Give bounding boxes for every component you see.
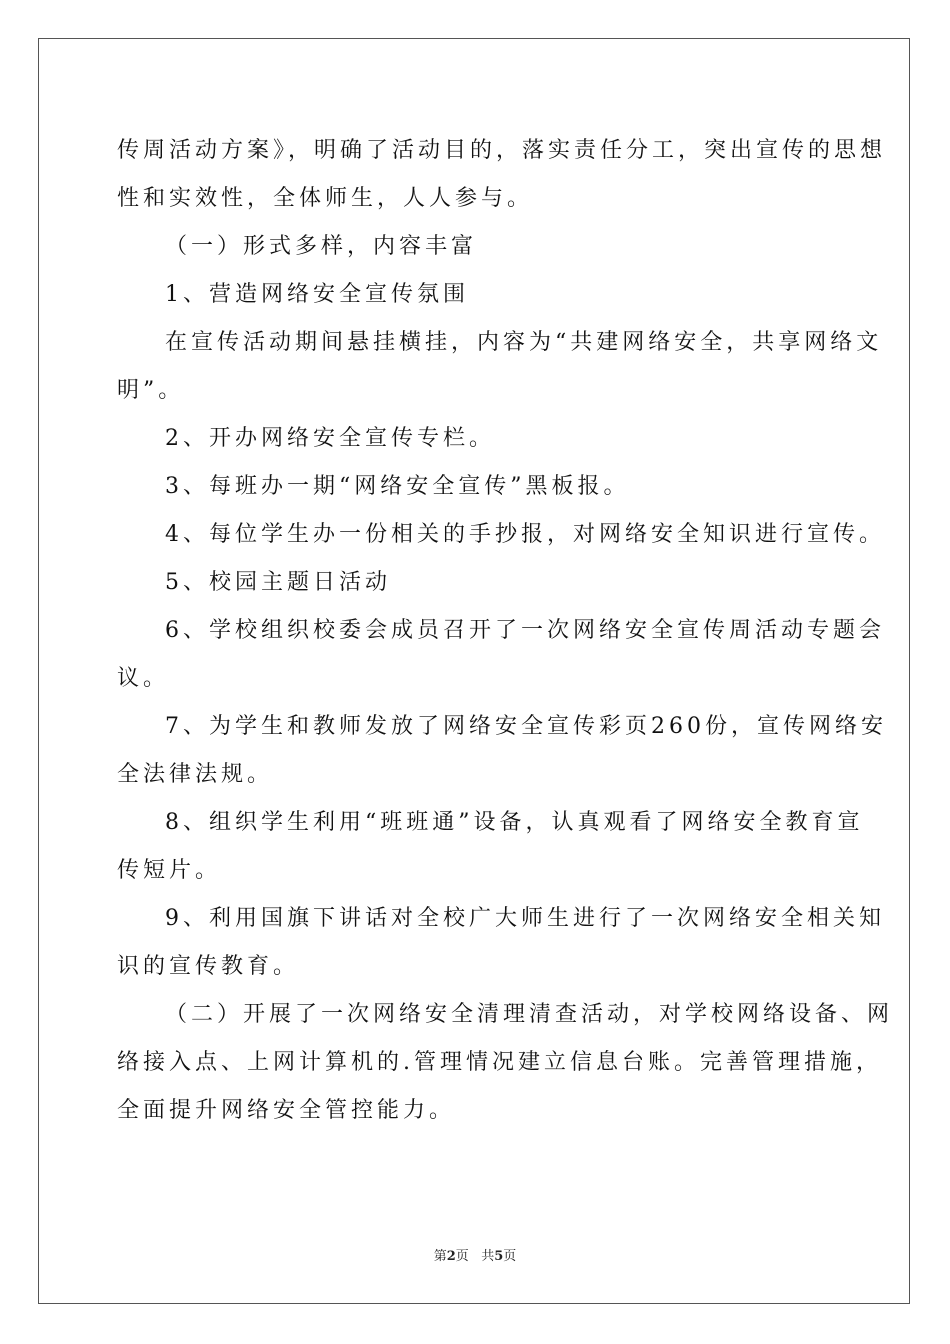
list-item-9: 9、利用国旗下讲话对全校广大师生进行了一次网络安全相关知 [165, 906, 885, 931]
list-item-7-cont: 全法律法规。 [117, 762, 274, 787]
list-item-9-cont: 识的宣传教育。 [117, 954, 300, 979]
list-item-3: 3、每班办一期“网络安全宣传”黑板报。 [165, 474, 630, 499]
section-heading-2: （二）开展了一次网络安全清理清查活动，对学校网络设备、网 [165, 1002, 894, 1027]
text-line-banner: 在宣传活动期间悬挂横挂，内容为“共建网络安全，共享网络文 [165, 330, 883, 355]
list-item-8: 8、组织学生利用“班班通”设备，认真观看了网络安全教育宣 [165, 810, 864, 835]
total-suffix: 页 [503, 1249, 517, 1264]
section-heading-1: （一）形式多样，内容丰富 [165, 234, 478, 259]
list-item-5: 5、校园主题日活动 [165, 570, 391, 595]
text-line-banner-cont: 明”。 [117, 378, 185, 403]
page-footer [0, 1248, 950, 1266]
section-2-line-3: 全面提升网络安全管控能力。 [117, 1098, 456, 1123]
list-item-1-heading: 1、营造网络安全宣传氛围 [165, 282, 469, 307]
section-2-line-2: 络接入点、上网计算机的.管理情况建立信息台账。完善管理措施， [117, 1050, 882, 1075]
list-item-7: 7、为学生和教师发放了网络安全宣传彩页260份，宣传网络安 [165, 714, 887, 739]
document-body [117, 127, 894, 1135]
text-line-1: 传周活动方案》，明确了活动目的，落实责任分工，突出宣传的思想 [117, 138, 887, 163]
page-suffix: 页 [455, 1249, 469, 1264]
page-number: 2 [446, 1249, 456, 1264]
total-pages: 5 [494, 1249, 504, 1264]
list-item-6: 6、学校组织校委会成员召开了一次网络安全宣传周活动专题会 [165, 618, 885, 643]
list-item-8-cont: 传短片。 [117, 858, 222, 883]
list-item-2: 2、开办网络安全宣传专栏。 [165, 426, 495, 451]
text-line-2: 性和实效性，全体师生，人人参与。 [117, 186, 534, 211]
total-prefix: 共 [481, 1249, 495, 1264]
list-item-6-cont: 议。 [117, 666, 170, 691]
page-prefix: 第 [433, 1249, 447, 1264]
list-item-4: 4、每位学生办一份相关的手抄报，对网络安全知识进行宣传。 [165, 522, 885, 547]
